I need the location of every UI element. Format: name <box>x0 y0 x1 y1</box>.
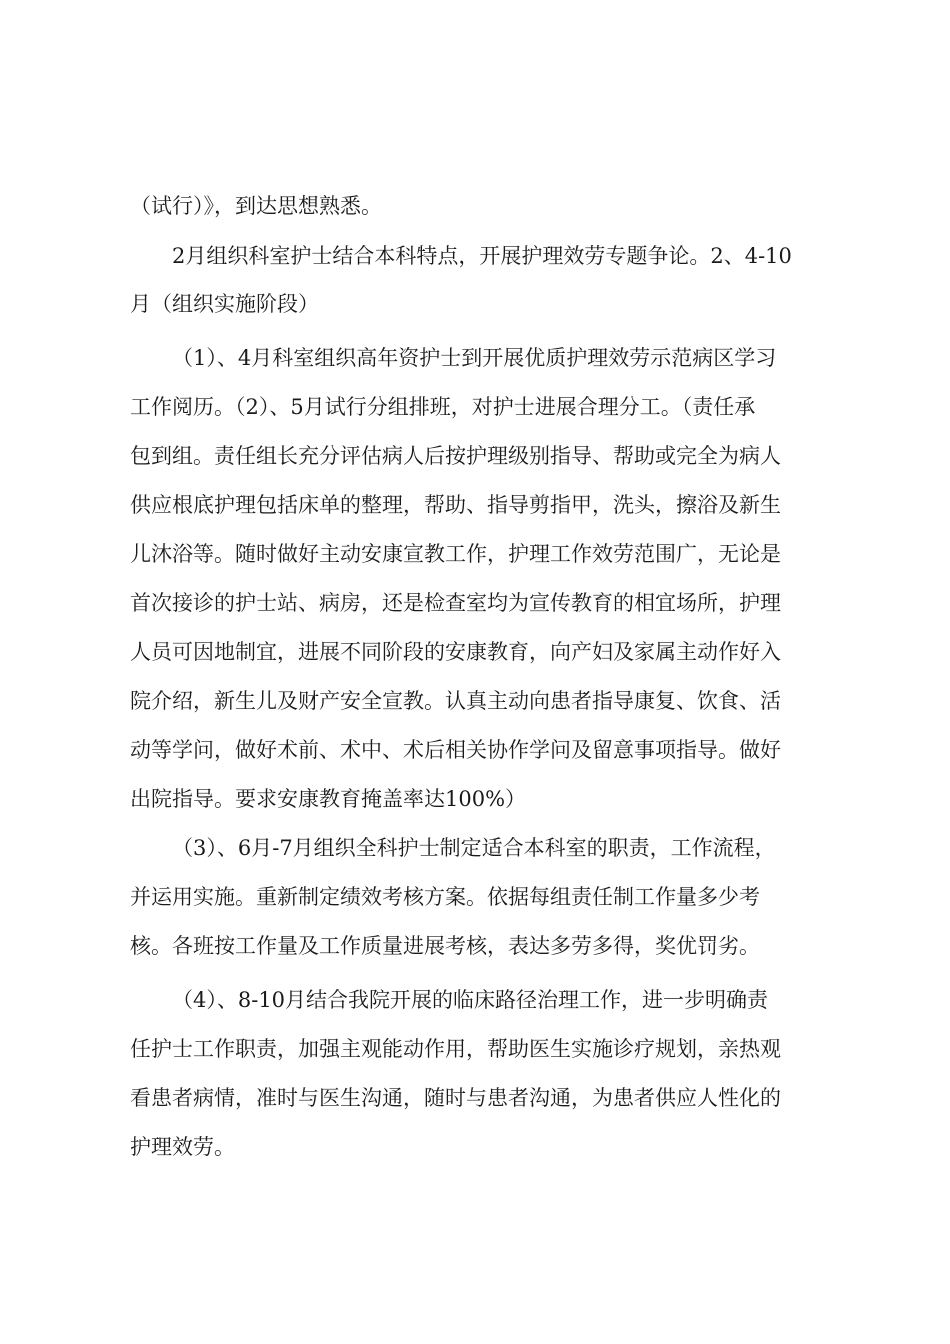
text-line: 并运用实施。重新制定绩效考核方案。依据每组责任制工作量多少考 <box>130 885 760 909</box>
text-line: 供应根底护理包括床单的整理，帮助、指导剪指甲，洗头，擦浴及新生 <box>130 493 781 517</box>
text-line: 首次接诊的护士站、病房，还是检查室均为宣传教育的相宜场所，护理 <box>130 591 781 615</box>
text-line: 院介绍，新生儿及财产安全宣教。认真主动向患者指导康复、饮食、活 <box>130 689 781 713</box>
text-line: 包到组。责任组长充分评估病人后按护理级别指导、帮助或完全为病人 <box>130 444 781 468</box>
text-line: 月（组织实施阶段） <box>130 292 319 316</box>
paragraph-first-line: （1）、4月科室组织高年资护士到开展优质护理效劳示范病区学习 <box>172 346 777 370</box>
text-line: 护理效劳。 <box>130 1135 235 1159</box>
text-line: 动等学问，做好术前、术中、术后相关协作学问及留意事项指导。做好 <box>130 738 781 762</box>
text-line: 儿沐浴等。随时做好主动安康宣教工作，护理工作效劳范围广，无论是 <box>130 542 781 566</box>
text-line: 核。各班按工作量及工作质量进展考核，表达多劳多得，奖优罚劣。 <box>130 934 760 958</box>
text-line: 任护士工作职责，加强主观能动作用，帮助医生实施诊疗规划，亲热观 <box>130 1037 781 1061</box>
paragraph-first-line: （4）、8-10月结合我院开展的临床路径治理工作，进一步明确责 <box>172 988 769 1012</box>
text-line: （试行）》，到达思想熟悉。 <box>130 194 382 218</box>
text-line: 出院指导。要求安康教育掩盖率达100%） <box>130 787 527 811</box>
text-line: 工作阅历。（2）、5月试行分组排班，对护士进展合理分工。（责任承 <box>130 395 756 419</box>
paragraph-first-line: （3）、6月-7月组织全科护士制定适合本科室的职责，工作流程， <box>172 836 776 860</box>
text-line: 看患者病情，准时与医生沟通，随时与患者沟通，为患者供应人性化的 <box>130 1086 781 1110</box>
paragraph-first-line: 2月组织科室护士结合本科特点，开展护理效劳专题争论。2、4-10 <box>172 244 792 268</box>
text-line: 人员可因地制宜，进展不同阶段的安康教育，向产妇及家属主动作好入 <box>130 640 781 664</box>
